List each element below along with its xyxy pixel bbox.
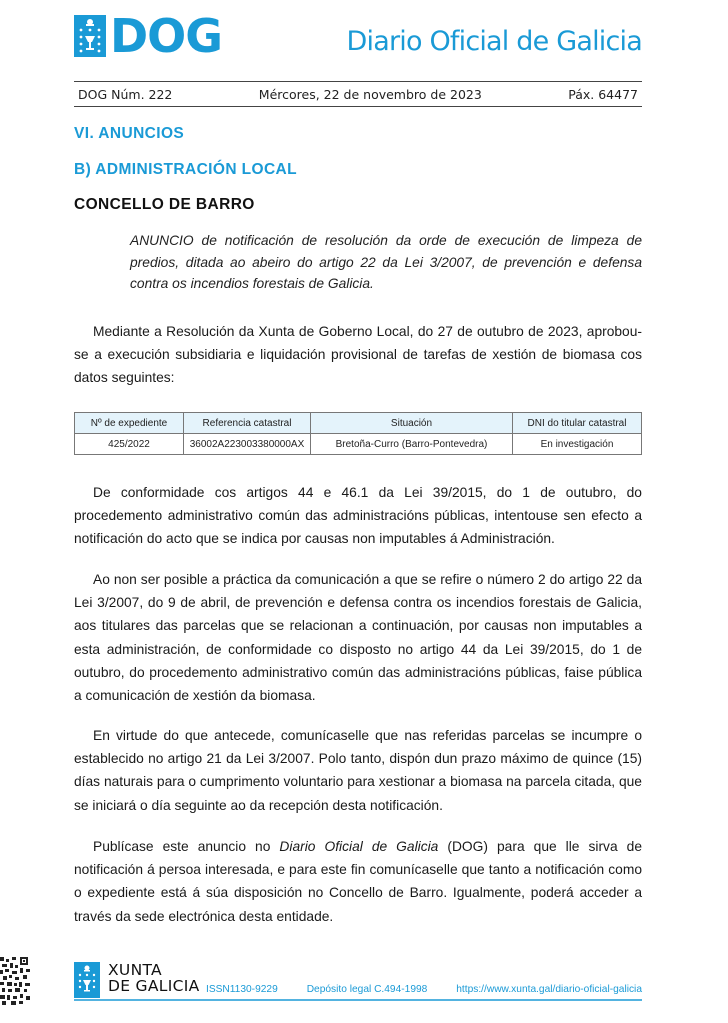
cadastral-table (74, 412, 642, 455)
paragraph-resolution: Mediante a Resolución da Xunta de Goberno Local, do 27 de outubro de 2023, aprobou-se a execución subsidiaria e liquidación provisional de tarefas de xestión de biomasa cos datos seguintes: (74, 324, 642, 386)
column-header: Situación (311, 413, 513, 434)
paragraph-deadline: En virtude do que antecede, comunícaselle que nas referidas parcelas se incumpre o establecido no artigo 21 da Lei 3/2007. Polo tanto, dispón dun prazo máximo de quince (15) días naturais para o cumprimento voluntario para xestionar a biomasa na parcela citada, que se iniciará o día seguinte ao da recepción desta notificación. (74, 728, 642, 813)
footer-meta (206, 984, 642, 995)
issue-info-bar (74, 81, 642, 107)
organization-heading: CONCELLO DE BARRO (74, 196, 255, 213)
galicia-coat-of-arms-icon (74, 962, 100, 998)
xunta-de-galicia-logo (74, 962, 199, 998)
footer-divider (74, 999, 642, 1001)
column-header: Referencia catastral (184, 413, 311, 434)
column-header: Nº de expediente (75, 413, 184, 434)
dog-logo (74, 9, 223, 63)
cell-cadastral-reference: 36002A223003380000AX (184, 434, 311, 455)
issue-date: Mércores, 22 de novembro de 2023 (258, 86, 482, 102)
table-header-row (75, 413, 642, 434)
galicia-coat-of-arms-icon (74, 15, 106, 57)
paragraph-public-notice: Ao non ser posible a práctica da comunicación a que se refire o número 2 do artigo 22 da Lei 3/2007, do 9 de abril, de prevención e defensa contra os incendios forestais de Galicia, aos titulares das parcelas que se relacionan a continuación, por causas non imputables a esta administración, de conformidade co disposto no artigo 44 da Lei 39/2015, do 1 de outubro, do procedemento administrativo común das administracións públicas, faise pública a comunicación de xestión da biomasa. (74, 572, 642, 704)
page-number: Páx. 64477 (568, 86, 638, 102)
xunta-wordmark: XUNTA DE GALICIA (108, 961, 200, 995)
cell-file-number: 425/2022 (75, 434, 184, 455)
cell-location: Bretoña-Curro (Barro-Pontevedra) (311, 434, 513, 455)
section-title: VI. ANUNCIOS (74, 125, 185, 142)
journal-name: Diario Oficial de Galicia (279, 839, 439, 854)
announcement-summary: ANUNCIO de notificación de resolución da orde de execución de limpeza de predios, ditada ao abeiro do artigo 22 da Lei 3/2007, de prevención e defensa contra os incendios forestais de Galicia. (130, 233, 642, 291)
cell-owner-id: En investigación (513, 434, 642, 455)
paragraph-publication: Publícase este anuncio no Diario Oficial de Galicia (DOG) para que lle sirva de notificación á persoa interesada, e para este fin comunícaselle que tanto a notificación como o expediente está á súa disposición no Concello de Barro. Igualmente, poderá acceder a través da sede electrónica desta entidade. (74, 839, 642, 924)
paragraph-notification-attempt: De conformidade cos artigos 44 e 46.1 da Lei 39/2015, do 1 de outubro, do procedemento administrativo común das administracións públicas, intentouse sen efecto a notificación do acto que se indica por causas non imputables á Administración. (74, 485, 642, 547)
qr-code-icon (0, 957, 30, 1005)
table-row (75, 434, 642, 455)
issn: ISSN1130-9229 (206, 984, 278, 995)
legal-deposit: Depósito legal C.494-1998 (306, 984, 428, 995)
section-subtitle: B) ADMINISTRACIÓN LOCAL (74, 161, 298, 178)
journal-url-link[interactable]: https://www.xunta.gal/diario-oficial-galicia (456, 984, 642, 995)
column-header: DNI do titular catastral (513, 413, 642, 434)
issue-number: DOG Núm. 222 (78, 86, 173, 102)
masthead-title: Diario Oficial de Galicia (346, 26, 642, 57)
dog-wordmark: DOG (110, 9, 223, 63)
